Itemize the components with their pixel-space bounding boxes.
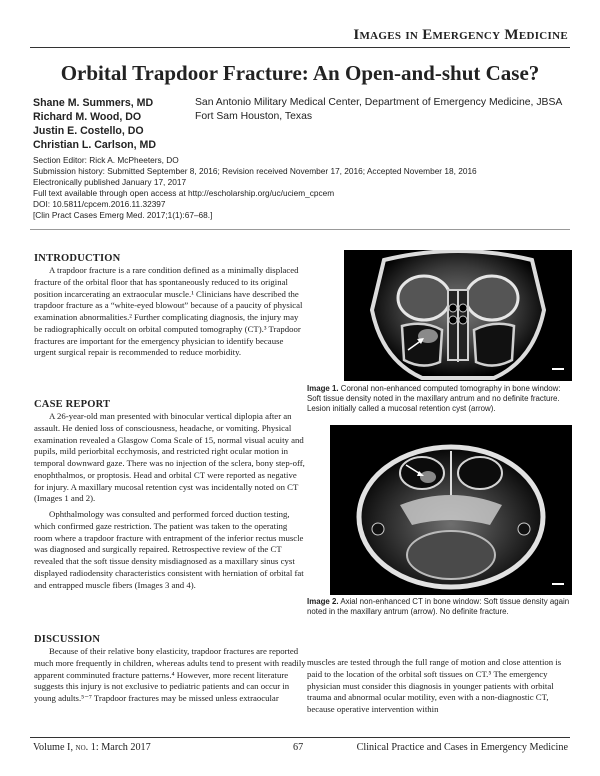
- footer-volume: [33, 742, 151, 753]
- publication-date: Electronically published January 17, 2017: [33, 176, 187, 187]
- citation: [Clin Pract Cases Emerg Med. 2017;1(1):67–68.]: [33, 209, 213, 220]
- case-report-paragraph: Ophthalmology was consulted and performed forced duction testing, which confirmed gaze restriction. The patient was taken to the operating room where a trapdoor fracture with entrapment of the inferior rectus muscle was diagnosed and surgically repaired. Retrospective review of the CT revealed that the soft tissue density misdiagnosed as a maxillary sinus cyst displayed radiodensity characteristics consistent with herniation of orbital fat and entrapped muscle fibers (Images 3 and 4).: [34, 509, 304, 590]
- introduction-heading: INTRODUCTION: [34, 253, 121, 264]
- figure-label: Image 2.: [307, 597, 339, 606]
- case-report-paragraph: A 26-year-old man presented with binocular vertical diplopia after an assault. He denied loss of consciousness, headache, or vomiting. Physical examination revealed a Glasgow Coma Scale of 15, normal visual acuity and pupils, mild periorbital ecchymosis, and restricted right ocular motion in temporal downward gaze. There was no injection of the sclera, bony step-off, enophthalmos, or proptosis. Head and orbital CT were reported as negative for injury. A maxillary mucosal retention cyst was incidentally noted on CT (Images 1 and 2).: [34, 411, 305, 504]
- case-report-heading: CASE REPORT: [34, 399, 111, 410]
- introduction-section: [34, 252, 306, 359]
- figure-label: Image 1.: [307, 384, 339, 393]
- figure-image-axial-ct: [330, 425, 572, 595]
- section-editor: Section Editor: Rick A. McPheeters, DO: [33, 155, 179, 165]
- figure-caption-text: Axial non-enhanced CT in bone window: Soft tissue density again noted in the maxillary antrum (arrow). No definite fracture.: [307, 597, 570, 617]
- discussion-continuation: [307, 657, 569, 716]
- footer-journal-name: Clinical Practice and Cases in Emergency Medicine: [356, 742, 568, 753]
- introduction-paragraph: A trapdoor fracture is a rare condition defined as a minimally displaced fracture of the orbital floor that has spontaneously reduced to its original position incarcerating an extraocular muscle.¹ Clinicians have described the trapdoor fracture as a “white-eyed blowout” because of a paucity of physical examination abnormalities.² Further complicating diagnosis, the injury may be radiographically occult on orbital computed tomography (CT).³ Trapdoor fractures are important for the emergency physician to identify because urgent surgical repair is recommended to reduce morbidity.: [34, 265, 303, 358]
- footer-issue-label: no: [75, 742, 86, 753]
- doi[interactable]: DOI: 10.5811/cpcem.2016.11.32397: [33, 198, 166, 209]
- figure-caption: [307, 597, 572, 617]
- case-report-section: [34, 398, 306, 591]
- page-number: 67: [293, 742, 304, 753]
- discussion-section: [34, 633, 306, 705]
- author-name: Justin E. Costello, DO: [33, 125, 144, 137]
- discussion-heading: DISCUSSION: [34, 634, 101, 645]
- footer-issue-date: . 1: March 2017: [85, 742, 151, 753]
- discussion-paragraph-continued: muscles are tested through the full range of motion and close attention is paid to the location of the orbital soft tissues on CT.⁵ The emergency physician must consider this diagnosis in younger patients with orbital trauma and abnormal ocular motility, even with a non-diagnostic CT, because operative intervention within: [307, 657, 562, 714]
- article-title: Orbital Trapdoor Fracture: An Open-and-shut Case?: [60, 61, 540, 85]
- fulltext-link[interactable]: Full text available through open access at http://escholarship.org/uc/uciem_cpcem: [33, 187, 335, 198]
- figure-image-coronal-ct: [344, 250, 572, 381]
- figure-caption: [307, 384, 572, 415]
- header-rule: [30, 47, 570, 48]
- author-name: Shane M. Summers, MD: [33, 97, 154, 109]
- author-name: Richard M. Wood, DO: [33, 111, 142, 123]
- footer-rule: [30, 737, 570, 738]
- article-metadata: [33, 155, 573, 220]
- submission-history: Submission history: Submitted September 8, 2016; Revision received November 17, 2016; Accepted November 18, 2016: [33, 165, 477, 176]
- discussion-paragraph: Because of their relative bony elasticity, trapdoor fractures are reported much more frequently in children, whereas adults tend to present with readily apparent comminuted fracture patterns.⁴ However, more recent literature suggests this injury is not exclusive to pediatric patients and can occur in young adults.⁵⁻⁷ Trapdoor fractures may be missed unless extraocular: [34, 646, 306, 703]
- author-list: [33, 96, 203, 152]
- author-name: Christian L. Carlson, MD: [33, 139, 157, 151]
- footer-volume-text: Volume I,: [33, 742, 76, 753]
- section-divider: [30, 229, 570, 230]
- journal-section-header: Images in Emergency Medicine: [353, 27, 568, 43]
- author-affiliation: San Antonio Military Medical Center, Department of Emergency Medicine, JBSA Fort Sam Houston, Texas: [195, 97, 562, 122]
- figure-caption-text: Coronal non-enhanced computed tomography in bone window: Soft tissue density noted in the maxillary antrum and no definite fracture. Lesion initially called a mucosal retention cyst (arrow).: [307, 384, 561, 414]
